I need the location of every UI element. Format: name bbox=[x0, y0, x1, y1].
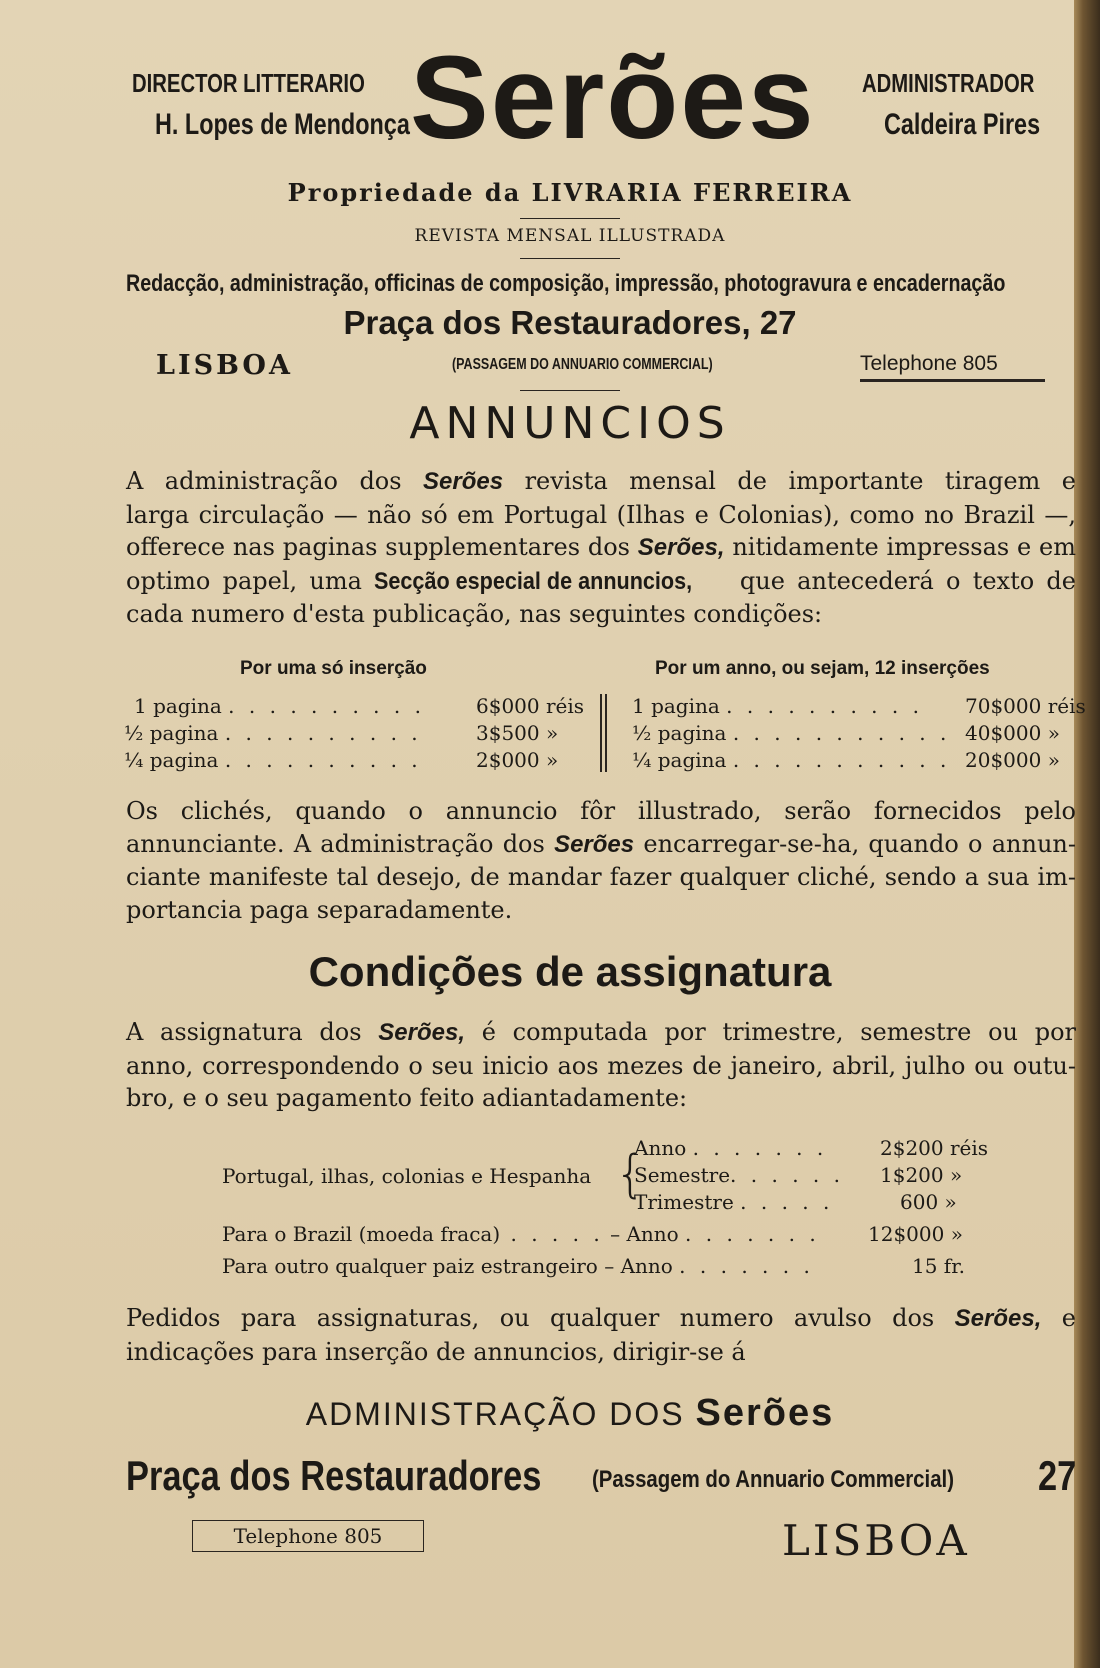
section-title-subscription: Condições de assignatura bbox=[308, 948, 832, 995]
subscription-paragraph: A assignatura dos Serões, é computada por trimestre, semestre ou por anno, correspondendo o seu inicio aos mezes de janeiro, abril, julho ou outu- bro, e o seu pagamento feito adiantadamente: bbox=[126, 1018, 1076, 1112]
cliches-paragraph: Os clichés, quando o annuncio fôr illustrado, serão fornecidos pelo annunciante. A administração dos Serões encarregar-se-ha, quando o annun- ciante manifeste tal desejo, de mandar fazer qualquer cliché, sendo a sua im- portancia paga separadamente. bbox=[126, 797, 1076, 924]
footer-city: LISBOA bbox=[782, 1516, 970, 1565]
footer-telephone-box: Telephone 805 bbox=[192, 1520, 424, 1552]
footer-administration: ADMINISTRAÇÃO DOS Serões bbox=[305, 1392, 835, 1434]
table-row: Para outro qualquer paiz estrangeiro – Anno . . . . . . . 15 fr. bbox=[222, 1254, 965, 1278]
divider bbox=[520, 258, 620, 259]
table-row: Para o Brazil (moeda fraca) . . . . . – Anno . . . . . . . 12$000 » bbox=[222, 1222, 963, 1246]
section-title-annuncios: ANNUNCIOS bbox=[409, 398, 731, 449]
brace: { bbox=[615, 1144, 646, 1204]
services-line: Redacção, administração, officinas de composição, impressão, photogravura e encadernação bbox=[126, 270, 1006, 297]
table-header-single: Por uma só inserção bbox=[240, 658, 427, 679]
telephone-underline bbox=[860, 379, 1045, 382]
passage-note: (PASSAGEM DO ANNUARIO COMMERCIAL) bbox=[452, 356, 713, 373]
masthead-title: Serões bbox=[410, 32, 816, 164]
table-row: ¼ pagina . . . . . . . . . . . 20$000 » bbox=[632, 748, 1060, 772]
director-name: H. Lopes de Mendonça bbox=[155, 108, 410, 141]
table-row: Trimestre . . . . . 600 » bbox=[634, 1190, 957, 1214]
table-row: 1 pagina . . . . . . . . . . 70$000 réis bbox=[632, 694, 1086, 718]
table-row: 1 pagina . . . . . . . . . . 6$000 réis bbox=[134, 694, 585, 718]
table-separator bbox=[600, 694, 602, 772]
divider bbox=[520, 218, 620, 219]
region-label: Portugal, ilhas, colonias e Hespanha bbox=[222, 1164, 592, 1188]
annuncios-paragraph: A administração dos Serões revista mensal de importante tiragem e larga circulação — não só em Portugal (Ilhas e Colonias), como no Brazil —, offerece nas paginas supplementares dos Serões, nitidamente impressas e em optimo papel, uma Secção especial de annuncios, que antecederá o texto de cada numero d'esta publicação, nas seguintes condições: bbox=[126, 467, 1076, 628]
address-line: Praça dos Restauradores, 27 bbox=[343, 304, 797, 341]
telephone-top: Telephone 805 bbox=[860, 352, 998, 375]
director-label: DIRECTOR LITTERARIO bbox=[132, 68, 365, 98]
subtitle: REVISTA MENSAL ILLUSTRADA bbox=[414, 226, 726, 246]
property-line: Propriedade da LIVRARIA FERREIRA bbox=[287, 178, 853, 207]
administrator-label: ADMINISTRADOR bbox=[862, 68, 1035, 98]
table-separator bbox=[605, 694, 607, 772]
city-label: LISBOA bbox=[156, 350, 293, 381]
page-edge bbox=[1074, 0, 1100, 1668]
table-row: Semestre. . . . . . 1$200 » bbox=[634, 1163, 963, 1187]
table-row: ½ pagina . . . . . . . . . . 3$500 » bbox=[124, 721, 559, 745]
administrator-name: Caldeira Pires bbox=[884, 108, 1041, 141]
orders-paragraph: Pedidos para assignaturas, ou qualquer numero avulso dos Serões, e indicações para inserção de annuncios, dirigir-se á bbox=[126, 1304, 1076, 1366]
footer-address: Praça dos Restauradores (Passagem do Annuario Commercial) 27 bbox=[126, 1452, 1077, 1499]
divider bbox=[520, 390, 620, 391]
table-header-annual: Por um anno, ou sejam, 12 inserções bbox=[655, 658, 990, 679]
table-row: ½ pagina . . . . . . . . . . . 40$000 » bbox=[632, 721, 1060, 745]
table-row: Anno . . . . . . . 2$200 réis bbox=[634, 1136, 989, 1160]
table-row: ¼ pagina . . . . . . . . . . 2$000 » bbox=[124, 748, 559, 772]
